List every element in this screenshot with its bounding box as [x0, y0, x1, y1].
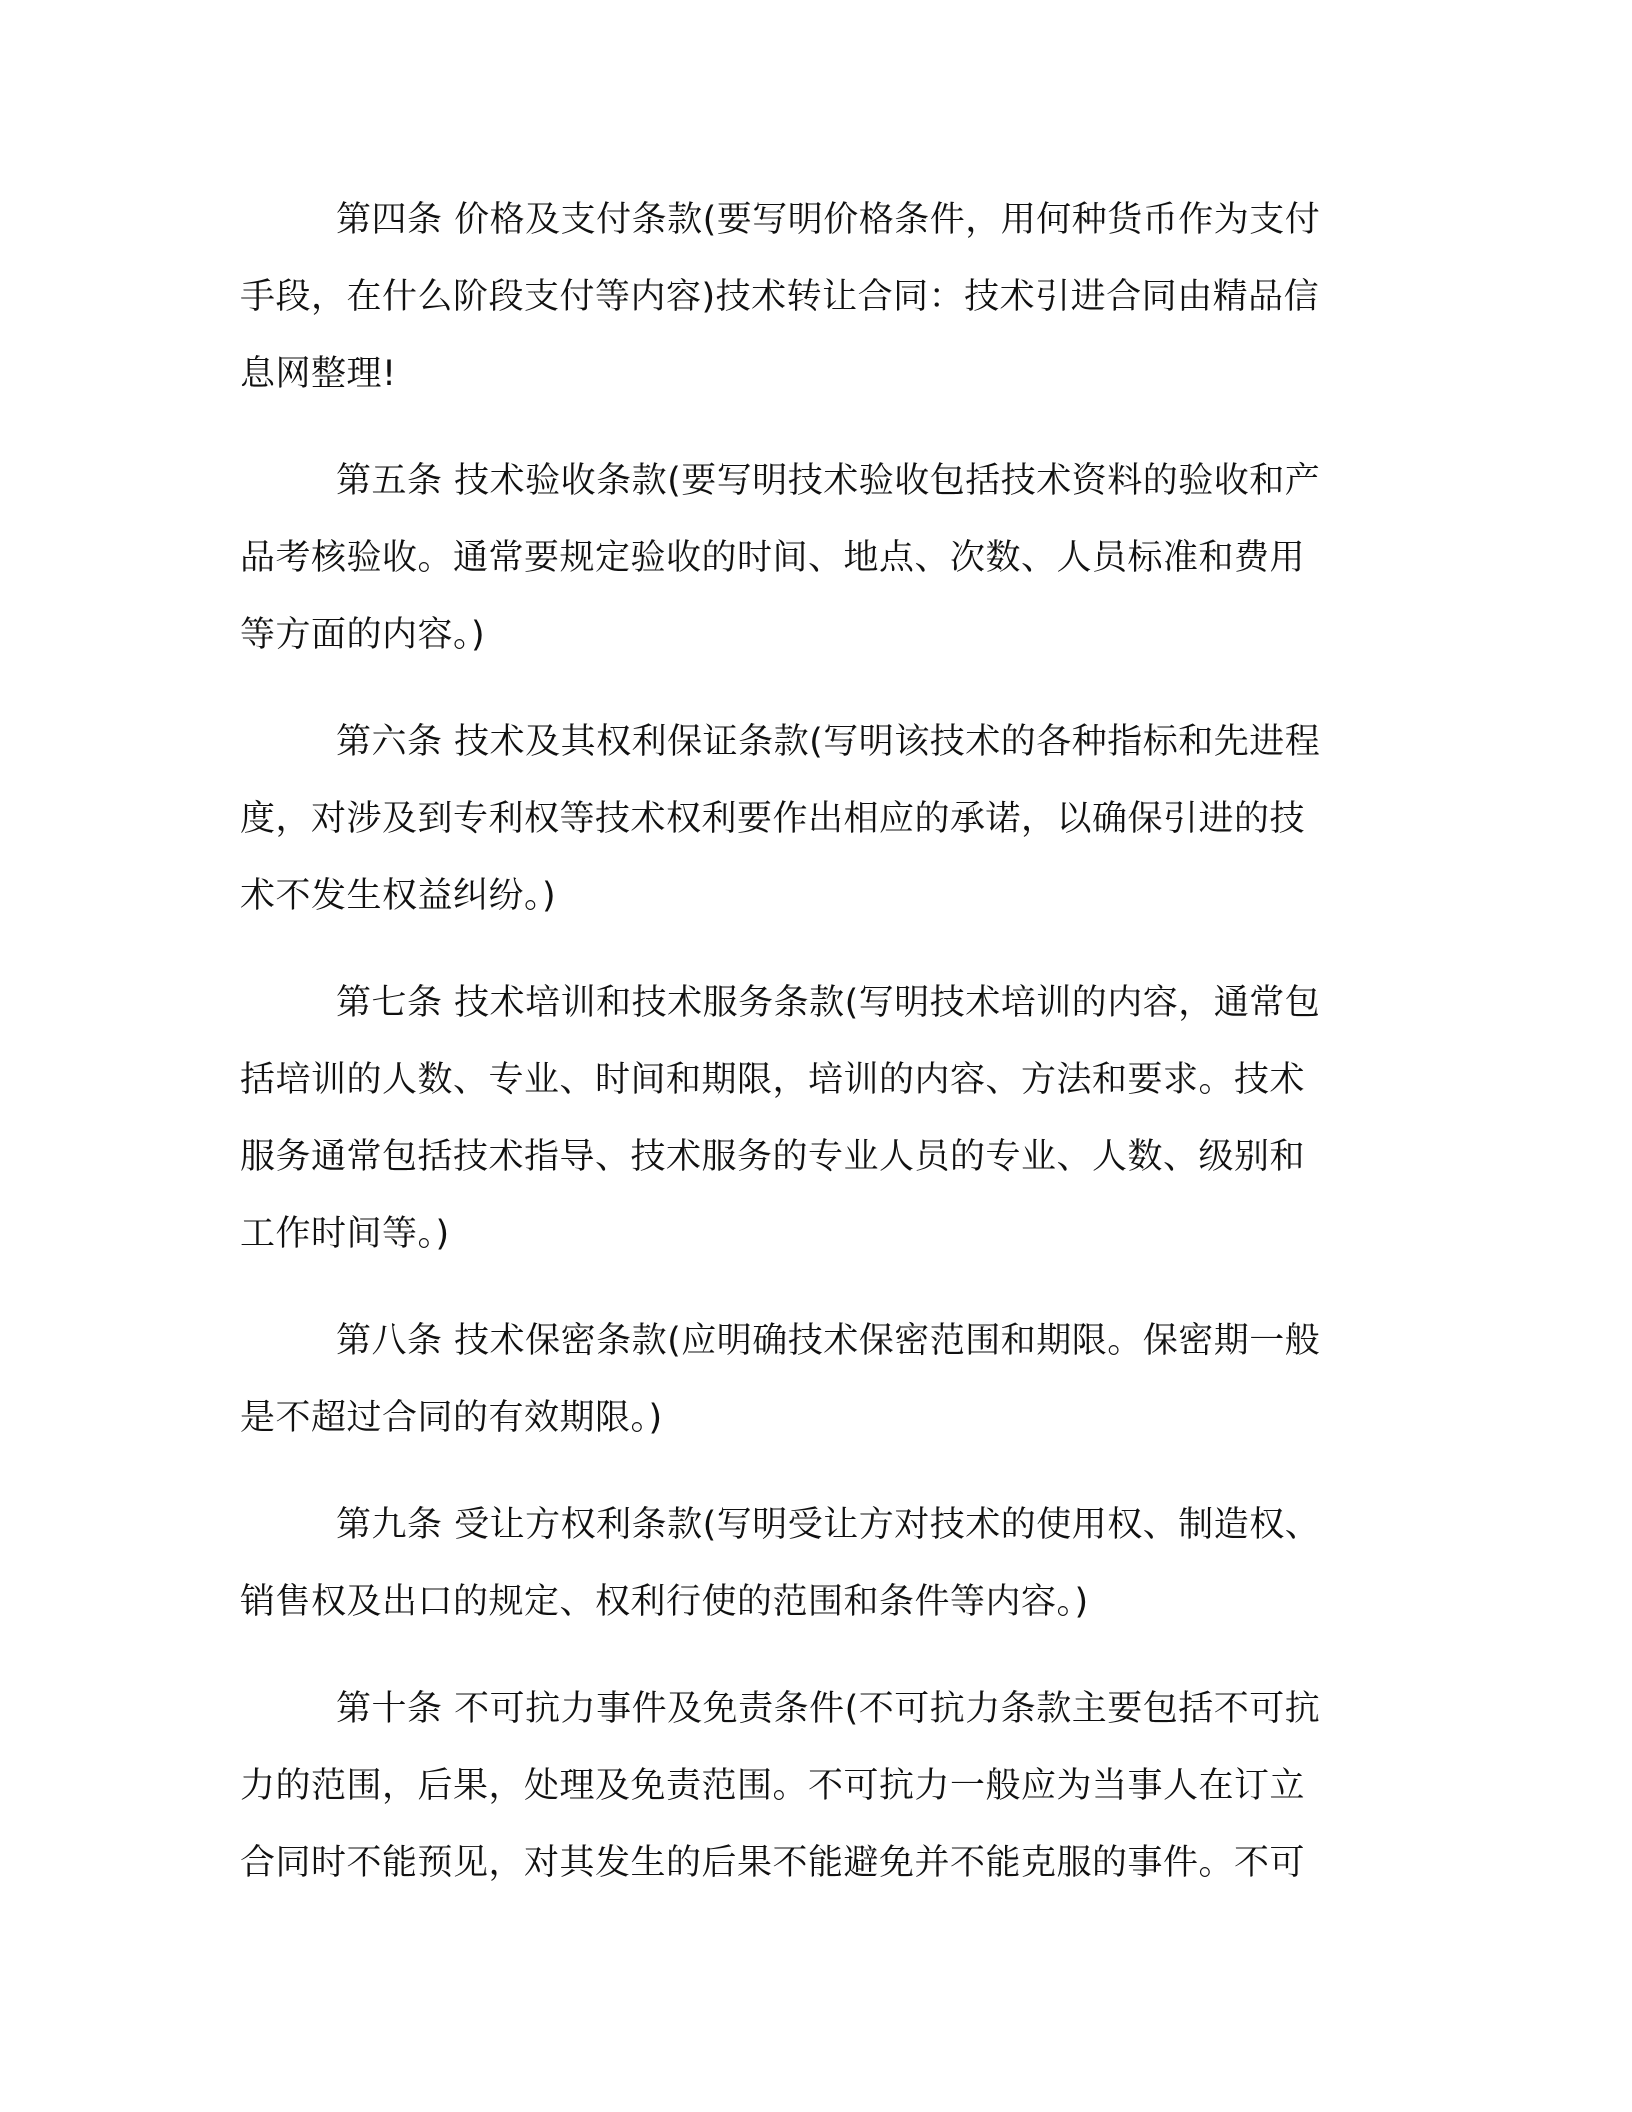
- paragraph-article-4: [240, 182, 1390, 413]
- paragraph-article-8: [240, 1303, 1390, 1457]
- paragraph-article-5: [240, 443, 1390, 674]
- text-line: 第十条 不可抗力事件及免责条件(不可抗力条款主要包括不可抗: [336, 1689, 1321, 1729]
- text-line: 品考核验收。通常要规定验收的时间、地点、次数、人员标准和费用: [240, 538, 1306, 578]
- text-line: 第五条 技术验收条款(要写明技术验收包括技术资料的验收和产: [336, 461, 1321, 501]
- text-line: 第四条 价格及支付条款(要写明价格条件，用何种货币作为支付: [336, 200, 1321, 240]
- text-line: 术不发生权益纠纷。): [240, 876, 557, 916]
- text-line: 是不超过合同的有效期限。): [240, 1398, 663, 1438]
- text-line: 等方面的内容。): [240, 615, 486, 655]
- text-line: 括培训的人数、专业、时间和期限，培训的内容、方法和要求。技术: [240, 1060, 1306, 1100]
- text-line: 合同时不能预见，对其发生的后果不能避免并不能克服的事件。不可: [240, 1843, 1306, 1883]
- text-line: 息网整理!: [240, 354, 397, 394]
- paragraph-article-7: [240, 965, 1390, 1273]
- text-line: 第七条 技术培训和技术服务条款(写明技术培训的内容，通常包: [336, 983, 1321, 1023]
- text-line: 力的范围，后果，处理及免责范围。不可抗力一般应为当事人在订立: [240, 1766, 1306, 1806]
- text-line: 第八条 技术保密条款(应明确技术保密范围和期限。保密期一般: [336, 1321, 1321, 1361]
- text-line: 手段，在什么阶段支付等内容)技术转让合同：技术引进合同由精品信: [240, 277, 1320, 317]
- text-line: 第六条 技术及其权利保证条款(写明该技术的各种指标和先进程: [336, 722, 1321, 762]
- text-line: 服务通常包括技术指导、技术服务的专业人员的专业、人数、级别和: [240, 1137, 1306, 1177]
- paragraph-article-9: [240, 1487, 1390, 1641]
- paragraph-article-6: [240, 704, 1390, 935]
- document-body: [240, 182, 1390, 1932]
- text-line: 第九条 受让方权利条款(写明受让方对技术的使用权、制造权、: [336, 1505, 1321, 1545]
- text-line: 度，对涉及到专利权等技术权利要作出相应的承诺，以确保引进的技: [240, 799, 1306, 839]
- paragraph-article-10: [240, 1671, 1390, 1902]
- text-line: 销售权及出口的规定、权利行使的范围和条件等内容。): [240, 1582, 1089, 1622]
- text-line: 工作时间等。): [240, 1214, 450, 1254]
